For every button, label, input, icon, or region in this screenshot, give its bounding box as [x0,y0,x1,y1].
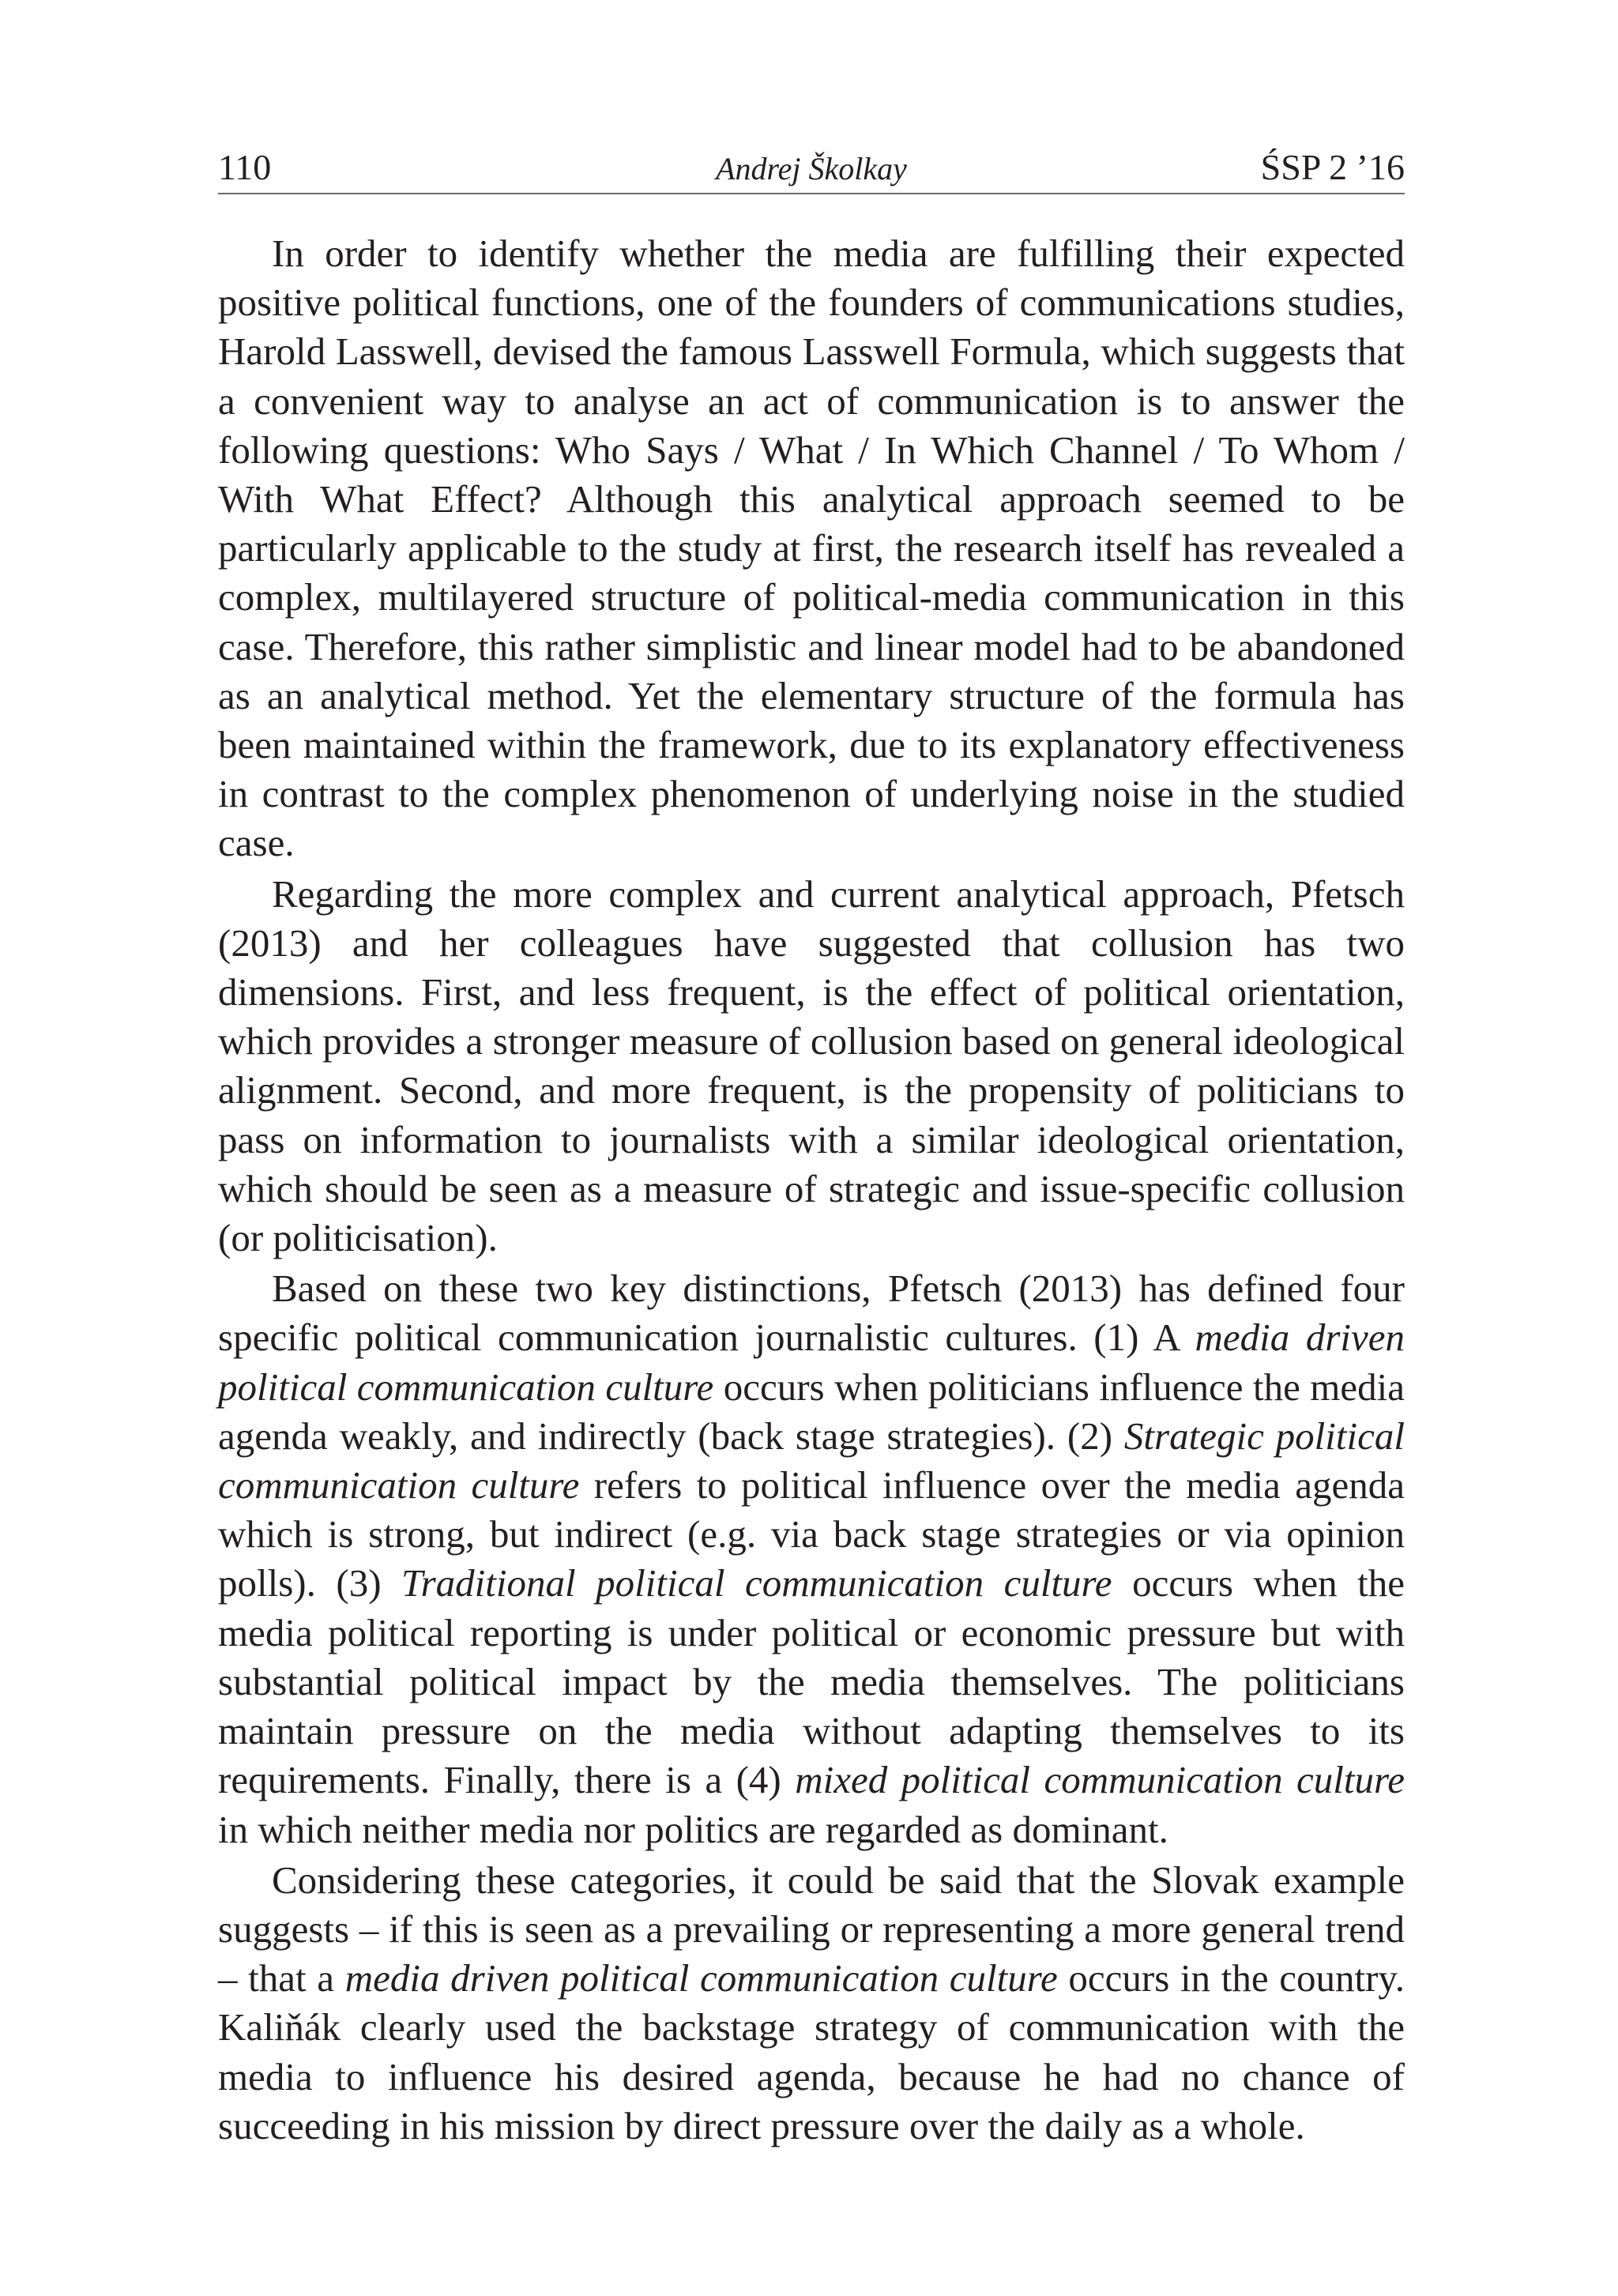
paragraph-text: occurs in the country. Kaliňák clearly used the backstage strategy of communication with the media to influence his desired agenda, because he had no chance of succeeding in his mission by direct pressure over the daily as a whole. [218,1956,1405,2147]
paragraph-text: refers to political influence over the media agenda which is strong, but indirect (e.g. via back stage strategies or via opinion polls). (3) [218,1463,1405,1605]
term-media-driven: media driven political communication culture [218,1315,1405,1409]
article-body [218,229,1405,2151]
paragraph-text: occurs when the media political reporting is under political or economic pressure but with substantial political impact by the media themselves. The politicians maintain pressure on the media without adapting themselves to its requirements. Finally, there is a (4) [218,1561,1405,1802]
paragraph-communication-cultures [218,1264,1405,1854]
paragraph-text: Considering these categories, it could be said that the Slovak example suggests – if this is seen as a prevailing or representing a more general trend – that a [218,1858,1405,2001]
paragraph-slovak-example [218,1856,1405,2151]
paragraph-text: Regarding the more complex and current analytical approach, Pfetsch (2013) and her colleagues have suggested that collusion has two dimensions. First, and less frequent, is the effect of political orientation, which provides a stronger measure of collusion based on general ideological alignment. Second, and more frequent, is the propensity of politicians to pass on information to journalists with a similar ideological orientation, which should be seen as a measure of strategic and issue-specific collusion (or politicisation). [218,871,1405,1260]
paragraph-lasswell-formula [218,229,1405,868]
term-mixed: mixed political communication culture [795,1758,1405,1802]
term-strategic: Strategic political communication culture [218,1413,1405,1507]
term-media-driven: media driven political communication culture [344,1956,1058,2001]
page-number: 110 [218,147,272,187]
journal-issue: ŚSP 2 ’16 [1260,147,1405,187]
paragraph-collusion-dimensions [218,870,1405,1263]
term-traditional: Traditional political communication culture [401,1561,1112,1605]
paragraph-text: in which neither media nor politics are regarded as dominant. [218,1807,1168,1851]
paragraph-text: Based on these two key distinctions, Pfetsch (2013) has defined four specific political communication journalistic cultures. (1) A [218,1267,1405,1360]
running-author: Andrej Školkay [716,151,907,186]
paragraph-text: occurs when politicians influence the media agenda weakly, and indirectly (back stage strategies). (2) [218,1364,1405,1458]
paragraph-text: In order to identify whether the media are fulfilling their expected positive political functions, one of the founders of communications studies, Harold Lasswell, devised the famous Lasswell Formula, which suggests that a convenient way to analyse an act of communication is to answer the following questions: Who Says / What / In Which Channel / To Whom / With What Effect? Although this analytical approach seemed to be particularly applicable to the study at first, the research itself has revealed a complex, multilayered structure of political-media communication in this case. Therefore, this rather simplistic and linear model had to be abandoned as an analytical method. Yet the elementary structure of the formula has been maintained within the framework, due to its explanatory effectiveness in contrast to the complex phenomenon of underlying noise in the studied case. [218,231,1405,865]
running-header [218,144,1405,194]
